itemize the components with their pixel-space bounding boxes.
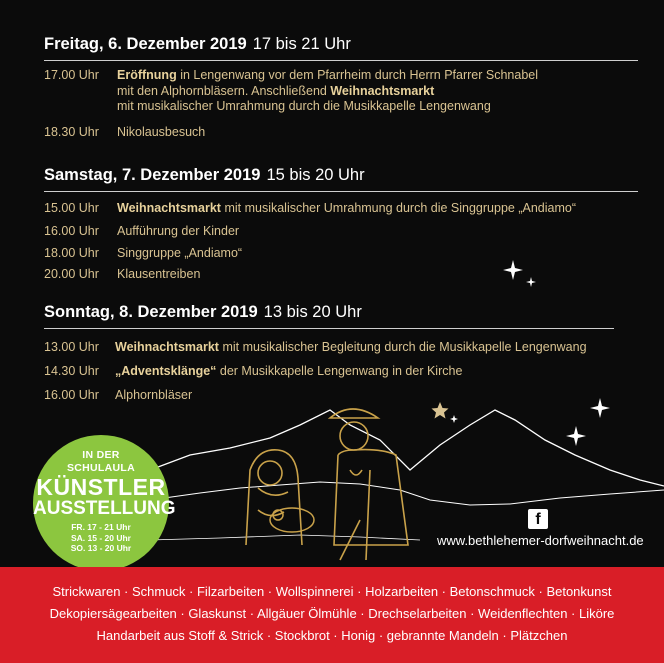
event-highlight: Eröffnung [117,68,177,82]
star-icon [566,426,586,446]
event-description: Singgruppe „Andiamo“ [117,246,243,260]
day-title: Sonntag, 8. Dezember 2019 [44,303,258,321]
mary-figure [246,450,302,545]
event-time: 16.00 Uhr [44,224,99,238]
event-highlight: Weihnachtsmarkt [117,201,221,215]
star-icon [526,277,536,287]
badge-date: SO. 13 - 20 Uhr [70,543,132,553]
website-link[interactable]: www.bethlehemer-dorfweihnacht.de [437,533,644,548]
child-figure [270,508,314,532]
vendor-list-line: Strickwaren · Schmuck · Filzarbeiten · Wollspinnerei · Holzarbeiten · Betonschmuck · Betonkunst [52,584,612,599]
facebook-icon[interactable]: f [528,509,548,529]
event-description: Klausentreiben [117,267,201,281]
event-description: Nikolausbesuch [117,125,206,139]
event-text: der Musikkapelle Lengenwang in der Kirche [216,364,463,378]
badge-date: SA. 15 - 20 Uhr [71,532,131,543]
badge-title: KÜNSTLER [36,474,166,500]
mountain-line [150,410,664,486]
badge-date: FR. 17 - 21 Uhr [71,522,131,532]
mountain-line-lower [150,482,664,505]
event-time: 13.00 Uhr [44,340,99,354]
day-title: Freitag, 6. Dezember 2019 [44,35,247,53]
ground-line [150,535,420,540]
event-text: mit musikalischer Begleitung durch die Musikkapelle Lengenwang [218,340,587,354]
badge-line: IN DER [82,449,120,461]
vendor-list-line: Dekopiersägearbeiten · Glaskunst · Allgäuer Ölmühle · Drechselarbeiten · Weidenflechten · Liköre [49,606,615,621]
event-time: 20.00 Uhr [44,267,99,281]
badge-dates [33,522,169,554]
event-time: 17.00 Uhr [44,68,99,82]
event-text: in Lengenwang vor dem Pfarrheim durch Herrn Pfarrer Schnabel [176,68,539,82]
exhibition-badge [33,435,176,571]
star-icon [450,415,458,423]
event-highlight: Weihnachtsmarkt [115,340,219,354]
event-time: 18.30 Uhr [44,125,99,139]
day-hours: 17 bis 21 Uhr [252,35,351,53]
star-icon [503,260,523,280]
event-time: 14.30 Uhr [44,364,99,378]
event-text: mit musikalischer Umrahmung durch die Singgruppe „Andiamo“ [220,201,576,215]
event-description: Aufführung der Kinder [117,224,240,238]
day-title: Samstag, 7. Dezember 2019 [44,166,261,184]
event-time: 16.00 Uhr [44,388,99,402]
event-text: mit musikalischer Umrahmung durch die Musikkapelle Lengenwang [117,99,491,113]
vendor-list-line: Handarbeit aus Stoff & Strick · Stockbrot · Honig · gebrannte Mandeln · Plätzchen [96,628,568,643]
day-hours: 13 bis 20 Uhr [263,303,362,321]
vendor-footer [0,567,664,663]
star-icon [432,402,449,419]
badge-subtitle: AUSSTELLUNG [33,498,176,519]
event-highlight: „Adventsklänge“ [115,364,217,378]
event-time: 15.00 Uhr [44,201,99,215]
event-highlight: Weihnachtsmarkt [330,83,435,98]
day-hours: 15 bis 20 Uhr [266,166,365,184]
event-description: Alphornbläser [115,388,193,402]
star-icon [590,398,610,418]
badge-line: SCHULAULA [66,462,136,474]
event-time: 18.00 Uhr [44,246,99,260]
event-text: mit den Alphornbläsern. Anschließend [117,83,331,98]
